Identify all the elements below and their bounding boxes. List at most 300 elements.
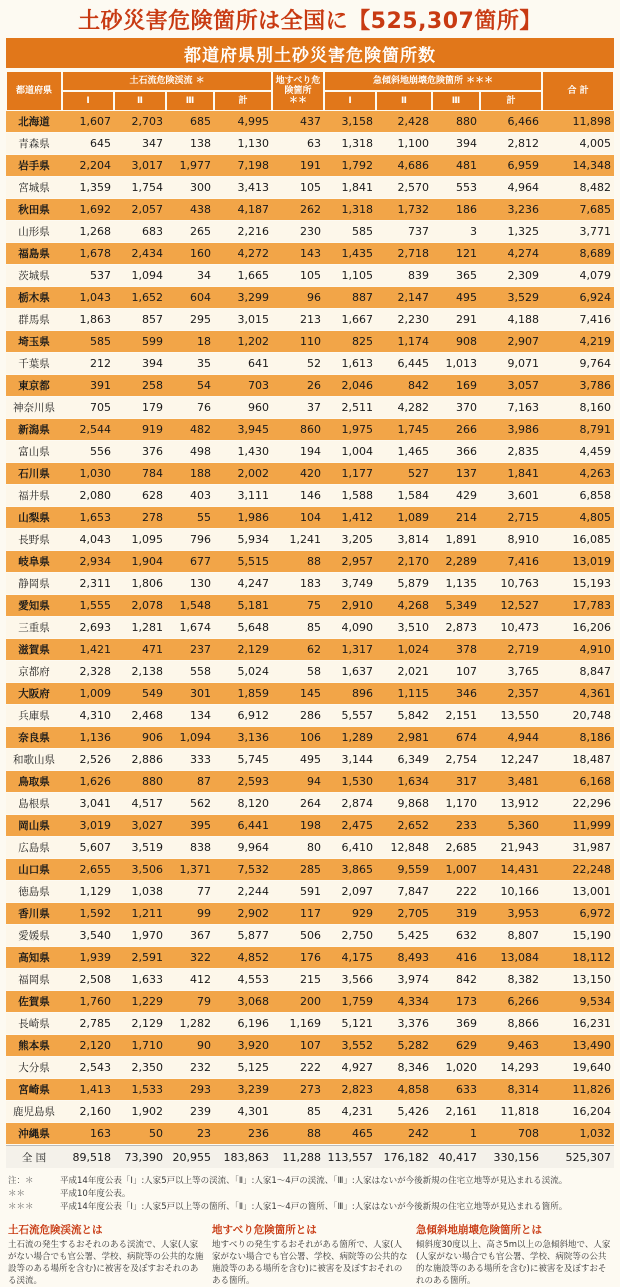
table-cell: 173 <box>432 991 480 1013</box>
table-cell: 1,637 <box>324 661 376 683</box>
table-cell: 1,533 <box>114 1079 166 1101</box>
definition-title: 土石流危険渓流とは <box>8 1224 103 1236</box>
table-cell: 2,328 <box>62 661 114 683</box>
table-cell: 13,550 <box>480 705 542 727</box>
definition <box>8 1222 204 1287</box>
table-cell: 1,841 <box>480 463 542 485</box>
table-cell: 6,445 <box>376 353 432 375</box>
table-cell: 685 <box>166 111 214 133</box>
table-cell: 8,382 <box>480 969 542 991</box>
table-cell: 3,019 <box>62 815 114 837</box>
prefecture-name: 富山県 <box>6 441 62 463</box>
table-cell: 6,196 <box>214 1013 272 1035</box>
table-cell: 1,613 <box>324 353 376 375</box>
table-cell: 10,763 <box>480 573 542 595</box>
footnote-mark: ＊＊＊ <box>8 1202 34 1212</box>
table-cell: 2,652 <box>376 815 432 837</box>
table-cell: 1,105 <box>324 265 376 287</box>
table-cell: 2,468 <box>114 705 166 727</box>
table-cell: 145 <box>272 683 324 705</box>
table-cell: 1,754 <box>114 177 166 199</box>
table-cell: 708 <box>480 1123 542 1145</box>
table-cell: 3,765 <box>480 661 542 683</box>
table-cell: 212 <box>62 353 114 375</box>
table-cell: 416 <box>432 947 480 969</box>
table-cell: 15,190 <box>542 925 614 947</box>
table-cell: 237 <box>166 639 214 661</box>
table-cell: 558 <box>166 661 214 683</box>
total-cell: 525,307 <box>542 1145 614 1169</box>
table-cell: 58 <box>272 661 324 683</box>
total-cell: 330,156 <box>480 1145 542 1169</box>
table-cell: 8,314 <box>480 1079 542 1101</box>
table-cell: 1,891 <box>432 529 480 551</box>
prefecture-name: 山口県 <box>6 859 62 881</box>
table-cell: 5,557 <box>324 705 376 727</box>
total-cell: 176,182 <box>376 1145 432 1169</box>
table-cell: 233 <box>432 815 480 837</box>
table-cell: 471 <box>114 639 166 661</box>
table-cell: 437 <box>272 111 324 133</box>
table-row <box>6 1013 614 1035</box>
table-cell: 498 <box>166 441 214 463</box>
table-cell: 1,674 <box>166 617 214 639</box>
table-cell: 908 <box>432 331 480 353</box>
header-debris-flow: 土石流危険渓流 ＊ <box>62 71 272 91</box>
table-cell: 2,570 <box>376 177 432 199</box>
table-cell: 2,526 <box>62 749 114 771</box>
table-cell: 200 <box>272 991 324 1013</box>
table-cell: 3,786 <box>542 375 614 397</box>
table-cell: 4,274 <box>480 243 542 265</box>
table-cell: 838 <box>166 837 214 859</box>
table-cell: 1,465 <box>376 441 432 463</box>
table-cell: 1,281 <box>114 617 166 639</box>
table-cell: 301 <box>166 683 214 705</box>
table-cell: 604 <box>166 287 214 309</box>
table-cell: 2,544 <box>62 419 114 441</box>
table-cell: 3,299 <box>214 287 272 309</box>
table-cell: 322 <box>166 947 214 969</box>
definition <box>416 1222 612 1287</box>
prefecture-name: 兵庫県 <box>6 705 62 727</box>
table-row <box>6 353 614 375</box>
table-cell: 5,607 <box>62 837 114 859</box>
prefecture-name: 愛媛県 <box>6 925 62 947</box>
table-cell: 105 <box>272 265 324 287</box>
table-cell: 2,957 <box>324 551 376 573</box>
table-cell: 1,032 <box>542 1123 614 1145</box>
table-cell: 104 <box>272 507 324 529</box>
table-cell: 1,020 <box>432 1057 480 1079</box>
table-cell: 188 <box>166 463 214 485</box>
table-cell: 2,311 <box>62 573 114 595</box>
definition-body: 地すべりの発生するおそれがある箇所で、人家(人家がない場合でも官公署、学校、病院等の公共的な施設等のある場所を含む)に被害を及ぼすおそれのある箇所。 <box>212 1240 408 1286</box>
table-row <box>6 903 614 925</box>
total-cell: 20,955 <box>166 1145 214 1169</box>
table-row <box>6 661 614 683</box>
table-cell: 8,493 <box>376 947 432 969</box>
table-cell: 96 <box>272 287 324 309</box>
prefecture-name: 群馬県 <box>6 309 62 331</box>
table-cell: 55 <box>166 507 214 529</box>
table-cell: 4,858 <box>376 1079 432 1101</box>
table-cell: 5,648 <box>214 617 272 639</box>
table-cell: 585 <box>62 331 114 353</box>
table-row <box>6 133 614 155</box>
table-cell: 412 <box>166 969 214 991</box>
table-cell: 2,161 <box>432 1101 480 1123</box>
table-cell: 1,435 <box>324 243 376 265</box>
table-cell: 12,527 <box>480 595 542 617</box>
table-cell: 839 <box>376 265 432 287</box>
table-cell: 5,282 <box>376 1035 432 1057</box>
table-cell: 737 <box>376 221 432 243</box>
table-cell: 3,540 <box>62 925 114 947</box>
table-cell: 2,886 <box>114 749 166 771</box>
table-cell: 2,715 <box>480 507 542 529</box>
table-cell: 1,013 <box>432 353 480 375</box>
table-cell: 5,181 <box>214 595 272 617</box>
table-row <box>6 221 614 243</box>
header-steep-slope: 急傾斜地崩壊危険箇所 ＊＊＊ <box>324 71 542 91</box>
table-cell: 1,745 <box>376 419 432 441</box>
table-cell: 3,027 <box>114 815 166 837</box>
table-cell: 1,732 <box>376 199 432 221</box>
table-cell: 683 <box>114 221 166 243</box>
table-cell: 6,266 <box>480 991 542 1013</box>
table-cell: 1,421 <box>62 639 114 661</box>
table-cell: 4,219 <box>542 331 614 353</box>
table-row <box>6 969 614 991</box>
table-cell: 1,841 <box>324 177 376 199</box>
header-total: 合 計 <box>542 71 614 111</box>
table-cell: 887 <box>324 287 376 309</box>
table-cell: 5,349 <box>432 595 480 617</box>
table-cell: 1,792 <box>324 155 376 177</box>
table-cell: 1,009 <box>62 683 114 705</box>
subheader-slope-3: Ⅲ <box>432 91 480 111</box>
table-cell: 3,749 <box>324 573 376 595</box>
subheader-slope-1: Ⅰ <box>324 91 376 111</box>
table-cell: 278 <box>114 507 166 529</box>
table-cell: 9,534 <box>542 991 614 1013</box>
table-cell: 1,089 <box>376 507 432 529</box>
table-cell: 906 <box>114 727 166 749</box>
table-cell: 2,719 <box>480 639 542 661</box>
table-cell: 1,806 <box>114 573 166 595</box>
table-row <box>6 375 614 397</box>
table-cell: 2,230 <box>376 309 432 331</box>
table-cell: 1,030 <box>62 463 114 485</box>
table-cell: 176 <box>272 947 324 969</box>
prefecture-name: 鳥取県 <box>6 771 62 793</box>
table-cell: 1,130 <box>214 133 272 155</box>
table-cell: 4,282 <box>376 397 432 419</box>
table-row <box>6 991 614 1013</box>
table-cell: 1,633 <box>114 969 166 991</box>
table-cell: 629 <box>432 1035 480 1057</box>
table-row <box>6 199 614 221</box>
table-cell: 4,964 <box>480 177 542 199</box>
table-cell: 16,206 <box>542 617 614 639</box>
table-cell: 21,943 <box>480 837 542 859</box>
prefecture-name: 徳島県 <box>6 881 62 903</box>
table-cell: 117 <box>272 903 324 925</box>
table-cell: 4,910 <box>542 639 614 661</box>
table-cell: 549 <box>114 683 166 705</box>
table-cell: 1,202 <box>214 331 272 353</box>
table-cell: 2,129 <box>114 1013 166 1035</box>
prefecture-name: 神奈川県 <box>6 397 62 419</box>
table-cell: 12,848 <box>376 837 432 859</box>
table-cell: 2,508 <box>62 969 114 991</box>
table-cell: 2,170 <box>376 551 432 573</box>
table-cell: 1,530 <box>324 771 376 793</box>
table-cell: 8,120 <box>214 793 272 815</box>
table-cell: 367 <box>166 925 214 947</box>
table-cell: 34 <box>166 265 214 287</box>
table-cell: 6,959 <box>480 155 542 177</box>
table-cell: 3,068 <box>214 991 272 1013</box>
table-cell: 4,263 <box>542 463 614 485</box>
prefecture-name: 岩手県 <box>6 155 62 177</box>
table-cell: 1,692 <box>62 199 114 221</box>
table-cell: 1,007 <box>432 859 480 881</box>
table-cell: 705 <box>62 397 114 419</box>
table-cell: 215 <box>272 969 324 991</box>
table-cell: 1,174 <box>376 331 432 353</box>
table-cell: 2,693 <box>62 617 114 639</box>
table-cell: 527 <box>376 463 432 485</box>
table-cell: 1,710 <box>114 1035 166 1057</box>
footnote-mark: 注：＊ <box>8 1176 34 1186</box>
table-cell: 506 <box>272 925 324 947</box>
table-cell: 13,150 <box>542 969 614 991</box>
table-row <box>6 639 614 661</box>
table-row <box>6 859 614 881</box>
prefecture-name: 島根県 <box>6 793 62 815</box>
table-cell: 553 <box>432 177 480 199</box>
table-cell: 16,231 <box>542 1013 614 1035</box>
table-cell: 1,129 <box>62 881 114 903</box>
table-cell: 7,198 <box>214 155 272 177</box>
table-row <box>6 595 614 617</box>
table-cell: 88 <box>272 551 324 573</box>
table-cell: 22,248 <box>542 859 614 881</box>
total-cell: 113,557 <box>324 1145 376 1169</box>
table-cell: 11,818 <box>480 1101 542 1123</box>
table-cell: 3,376 <box>376 1013 432 1035</box>
table-cell: 1,555 <box>62 595 114 617</box>
prefecture-name: 福井県 <box>6 485 62 507</box>
table-cell: 3,953 <box>480 903 542 925</box>
table-cell: 842 <box>376 375 432 397</box>
table-cell: 2,835 <box>480 441 542 463</box>
table-cell: 2,080 <box>62 485 114 507</box>
table-cell: 319 <box>432 903 480 925</box>
table-cell: 3,865 <box>324 859 376 881</box>
prefecture-name: 香川県 <box>6 903 62 925</box>
table-cell: 16,204 <box>542 1101 614 1123</box>
table-cell: 333 <box>166 749 214 771</box>
table-cell: 6,972 <box>542 903 614 925</box>
table-cell: 784 <box>114 463 166 485</box>
table-cell: 1,100 <box>376 133 432 155</box>
table-cell: 6,441 <box>214 815 272 837</box>
table-cell: 94 <box>272 771 324 793</box>
table-cell: 14,293 <box>480 1057 542 1079</box>
table-cell: 2,204 <box>62 155 114 177</box>
prefecture-name: 広島県 <box>6 837 62 859</box>
prefecture-name: 滋賀県 <box>6 639 62 661</box>
table-cell: 3,017 <box>114 155 166 177</box>
table-cell: 880 <box>432 111 480 133</box>
table-cell: 438 <box>166 199 214 221</box>
subheader-debris-3: Ⅲ <box>166 91 214 111</box>
table-cell: 1,095 <box>114 529 166 551</box>
table-cell: 293 <box>166 1079 214 1101</box>
table-cell: 35 <box>166 353 214 375</box>
table-cell: 5,125 <box>214 1057 272 1079</box>
footnote <box>8 1175 612 1188</box>
table-cell: 4,175 <box>324 947 376 969</box>
table-cell: 378 <box>432 639 480 661</box>
total-cell: 183,863 <box>214 1145 272 1169</box>
table-cell: 1,975 <box>324 419 376 441</box>
table-cell: 5,121 <box>324 1013 376 1035</box>
prefecture-name: 長野県 <box>6 529 62 551</box>
table-cell: 2,151 <box>432 705 480 727</box>
table-cell: 286 <box>272 705 324 727</box>
table-cell: 5,879 <box>376 573 432 595</box>
prefecture-name: 高知県 <box>6 947 62 969</box>
table-cell: 2,754 <box>432 749 480 771</box>
table-cell: 266 <box>432 419 480 441</box>
footnote-text: 平成14年度公表「Ⅰ」:人家5戸以上等の渓流、「Ⅱ」:人家1〜4戸の渓流、「Ⅲ」:人家はないが今後新規の住宅立地等が見込まれる渓流。 <box>60 1176 568 1186</box>
table-cell: 317 <box>432 771 480 793</box>
table-cell: 1,371 <box>166 859 214 881</box>
table-cell: 369 <box>432 1013 480 1035</box>
table-cell: 1,177 <box>324 463 376 485</box>
definition <box>212 1222 408 1287</box>
table-cell: 2,120 <box>62 1035 114 1057</box>
table-cell: 1,094 <box>166 727 214 749</box>
table-cell: 1,318 <box>324 199 376 221</box>
table-cell: 99 <box>166 903 214 925</box>
table-cell: 391 <box>62 375 114 397</box>
table-cell: 134 <box>166 705 214 727</box>
table-cell: 7,532 <box>214 859 272 881</box>
prefecture-name: 鹿児島県 <box>6 1101 62 1123</box>
table-cell: 6,168 <box>542 771 614 793</box>
table-cell: 13,019 <box>542 551 614 573</box>
table-row <box>6 573 614 595</box>
table-cell: 137 <box>432 463 480 485</box>
table-cell: 77 <box>166 881 214 903</box>
table-cell: 2,981 <box>376 727 432 749</box>
table-cell: 2,046 <box>324 375 376 397</box>
table-body <box>6 111 614 1145</box>
table-cell: 11,898 <box>542 111 614 133</box>
table-cell: 346 <box>432 683 480 705</box>
table-cell: 395 <box>166 815 214 837</box>
table-cell: 632 <box>432 925 480 947</box>
definition-body: 傾斜度30度以上、高さ5m以上の急傾斜地で、人家(人家がない場合でも官公署、学校、病院等の公共的な施設等のある場所を含む)に被害を及ぼすおそれのある箇所。 <box>416 1240 611 1286</box>
table-row <box>6 529 614 551</box>
table-cell: 481 <box>432 155 480 177</box>
table-cell: 3,945 <box>214 419 272 441</box>
table-cell: 2,350 <box>114 1057 166 1079</box>
table-cell: 75 <box>272 595 324 617</box>
table-cell: 1,211 <box>114 903 166 925</box>
table-cell: 232 <box>166 1057 214 1079</box>
table-cell: 3,041 <box>62 793 114 815</box>
table-cell: 1,902 <box>114 1101 166 1123</box>
footnote <box>8 1188 612 1201</box>
table-cell: 7,163 <box>480 397 542 419</box>
table-cell: 222 <box>432 881 480 903</box>
table-cell: 3,506 <box>114 859 166 881</box>
table-row <box>6 771 614 793</box>
table-cell: 2,434 <box>114 243 166 265</box>
table-cell: 3,057 <box>480 375 542 397</box>
table-cell: 482 <box>166 419 214 441</box>
total-label: 全 国 <box>6 1145 62 1169</box>
table-cell: 222 <box>272 1057 324 1079</box>
table-cell: 1,359 <box>62 177 114 199</box>
table-cell: 285 <box>272 859 324 881</box>
table-cell: 10,473 <box>480 617 542 639</box>
table-cell: 2,289 <box>432 551 480 573</box>
table-cell: 9,463 <box>480 1035 542 1057</box>
table-cell: 13,490 <box>542 1035 614 1057</box>
table-cell: 2,021 <box>376 661 432 683</box>
table-cell: 2,655 <box>62 859 114 881</box>
table-cell: 4,268 <box>376 595 432 617</box>
table-cell: 1,665 <box>214 265 272 287</box>
table-cell: 2,823 <box>324 1079 376 1101</box>
prefecture-name: 福島県 <box>6 243 62 265</box>
prefecture-name: 茨城県 <box>6 265 62 287</box>
table-cell: 1,282 <box>166 1013 214 1035</box>
table-cell: 10,166 <box>480 881 542 903</box>
table-cell: 9,071 <box>480 353 542 375</box>
prefecture-name: 佐賀県 <box>6 991 62 1013</box>
table-cell: 3,136 <box>214 727 272 749</box>
table-cell: 2,216 <box>214 221 272 243</box>
table-cell: 674 <box>432 727 480 749</box>
table-cell: 9,559 <box>376 859 432 881</box>
table-cell: 1,289 <box>324 727 376 749</box>
table-cell: 929 <box>324 903 376 925</box>
table-cell: 1,626 <box>62 771 114 793</box>
table-cell: 3,552 <box>324 1035 376 1057</box>
table-cell: 2,543 <box>62 1057 114 1079</box>
table-cell: 4,310 <box>62 705 114 727</box>
table-cell: 26 <box>272 375 324 397</box>
table-cell: 12,247 <box>480 749 542 771</box>
table-cell: 825 <box>324 331 376 353</box>
table-cell: 2,428 <box>376 111 432 133</box>
table-row <box>6 111 614 133</box>
table-cell: 179 <box>114 397 166 419</box>
table-cell: 8,689 <box>542 243 614 265</box>
table-cell: 2,160 <box>62 1101 114 1123</box>
table-cell: 2,511 <box>324 397 376 419</box>
prefecture-name: 宮崎県 <box>6 1079 62 1101</box>
hazard-table <box>6 71 614 1169</box>
